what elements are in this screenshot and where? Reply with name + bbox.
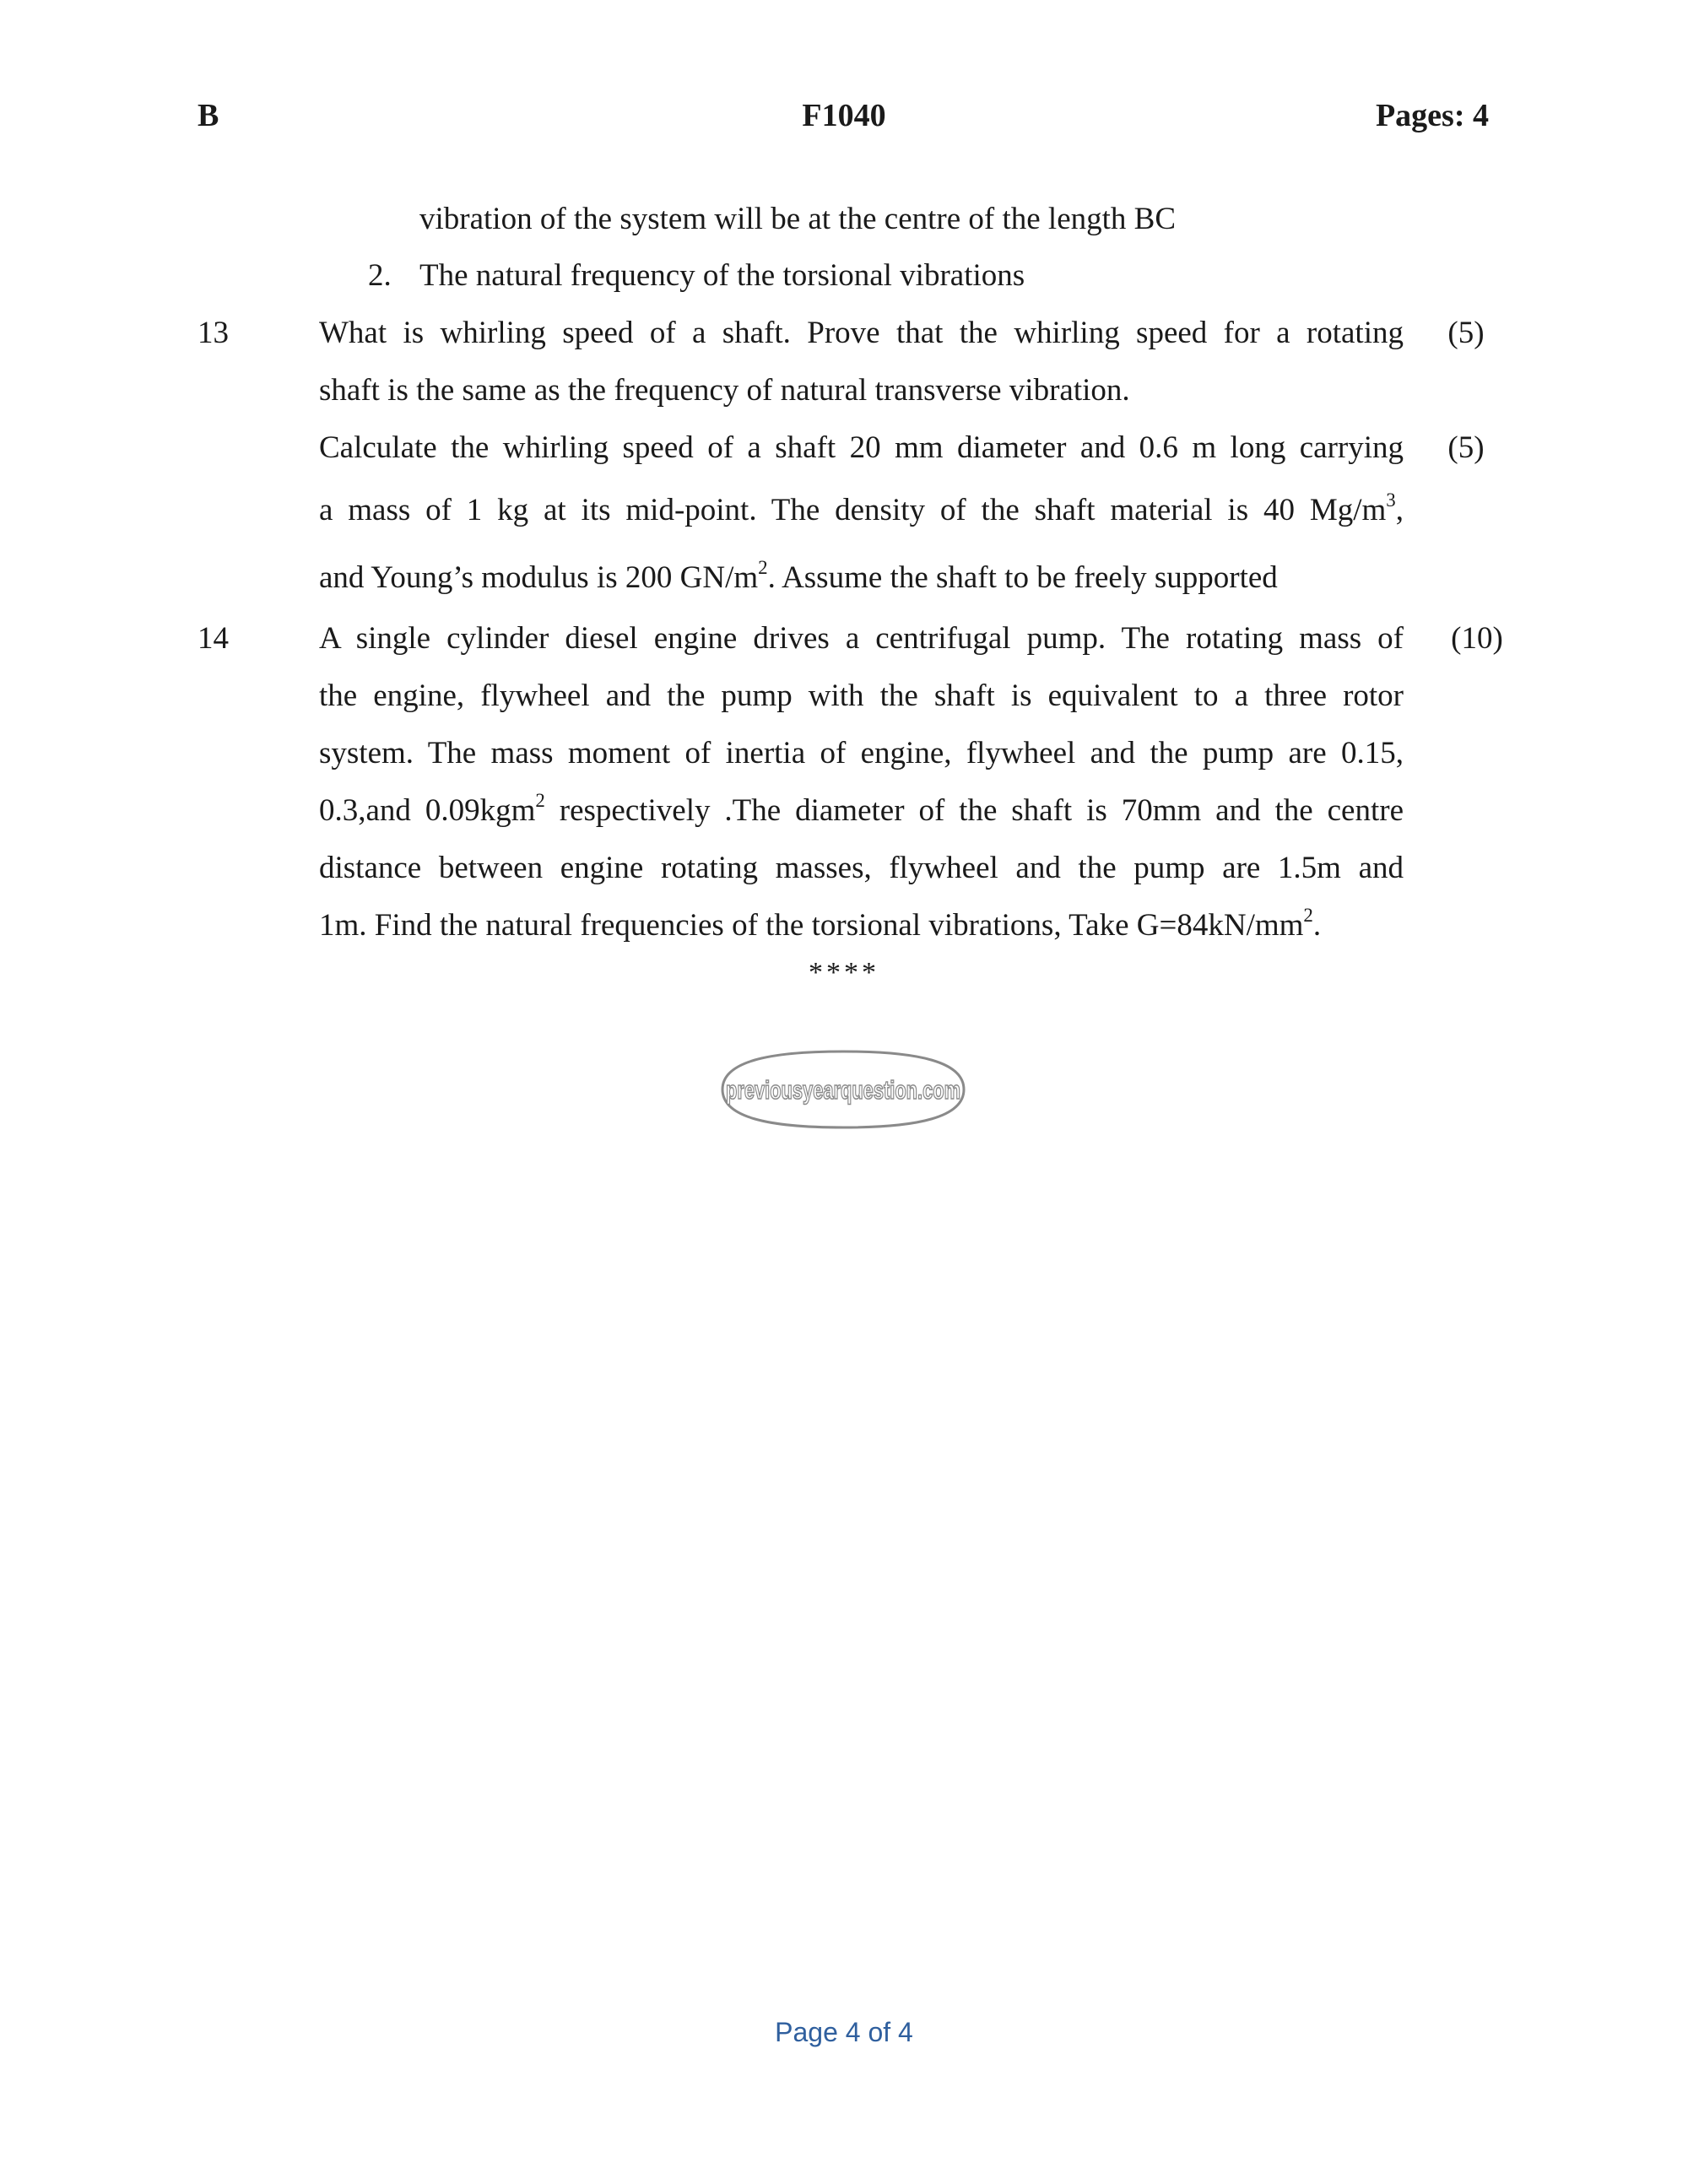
list-item-text: The natural frequency of the torsional vibrations (419, 258, 1025, 293)
continuation-line: vibration of the system will be at the centre of the length BC (419, 202, 1177, 236)
end-of-paper-marker: **** (809, 957, 879, 988)
q13a-line-1: What is whirling speed of a shaft. Prove that the whirling speed for a rotating (319, 316, 1404, 350)
page-footer: Page 4 of 4 (775, 2017, 913, 2047)
q14-line-2: the engine, flywheel and the pump with the shaft is equivalent to a three rotor (319, 678, 1404, 713)
question-number-14: 14 (197, 621, 229, 656)
question-number-13: 13 (197, 316, 229, 350)
q14-marks: (10) (1451, 621, 1503, 656)
paper-code: F1040 (802, 98, 886, 133)
q13b-marks: (5) (1447, 430, 1485, 465)
watermark-text: previousyearquestion.com (726, 1075, 960, 1105)
q13b-line-2: a mass of 1 kg at its mid-point. The density of the shaft material is 40 $Mg/m^3$, (319, 489, 1404, 527)
q14-line-3: system. The mass moment of inertia of engine, flywheel and the pump are 0.15, (319, 736, 1404, 770)
page-count: Pages: 4 (1375, 98, 1489, 133)
q13a-line-2: shaft is the same as the frequency of natural transverse vibration. (319, 373, 1130, 408)
q13b-line-1: Calculate the whirling speed of a shaft 20 mm diameter and 0.6 m long carrying (319, 430, 1404, 465)
q14-line-6: 1m. Find the natural frequencies of the torsional vibrations, Take $G=84kN/mm^2$. (319, 904, 1322, 943)
watermark-logo (717, 1046, 969, 1133)
q13a-marks: (5) (1447, 316, 1485, 350)
q14-line-1: A single cylinder diesel engine drives a centrifugal pump. The rotating mass of (319, 621, 1404, 656)
watermark-logo-icon (717, 1046, 969, 1133)
set-label: B (197, 98, 219, 133)
q14-line-4: 0.3,and 0.09kgm$^2$ respectively .The diameter of the shaft is 70mm and the centre (319, 789, 1404, 828)
q14-line-5: distance between engine rotating masses, flywheel and the pump are 1.5m and (319, 851, 1404, 885)
list-item-number: 2. (368, 258, 392, 293)
q13b-line-3: and Young’s modulus is 200 $GN/m^2$. Assume the shaft to be freely supported (319, 556, 1278, 595)
